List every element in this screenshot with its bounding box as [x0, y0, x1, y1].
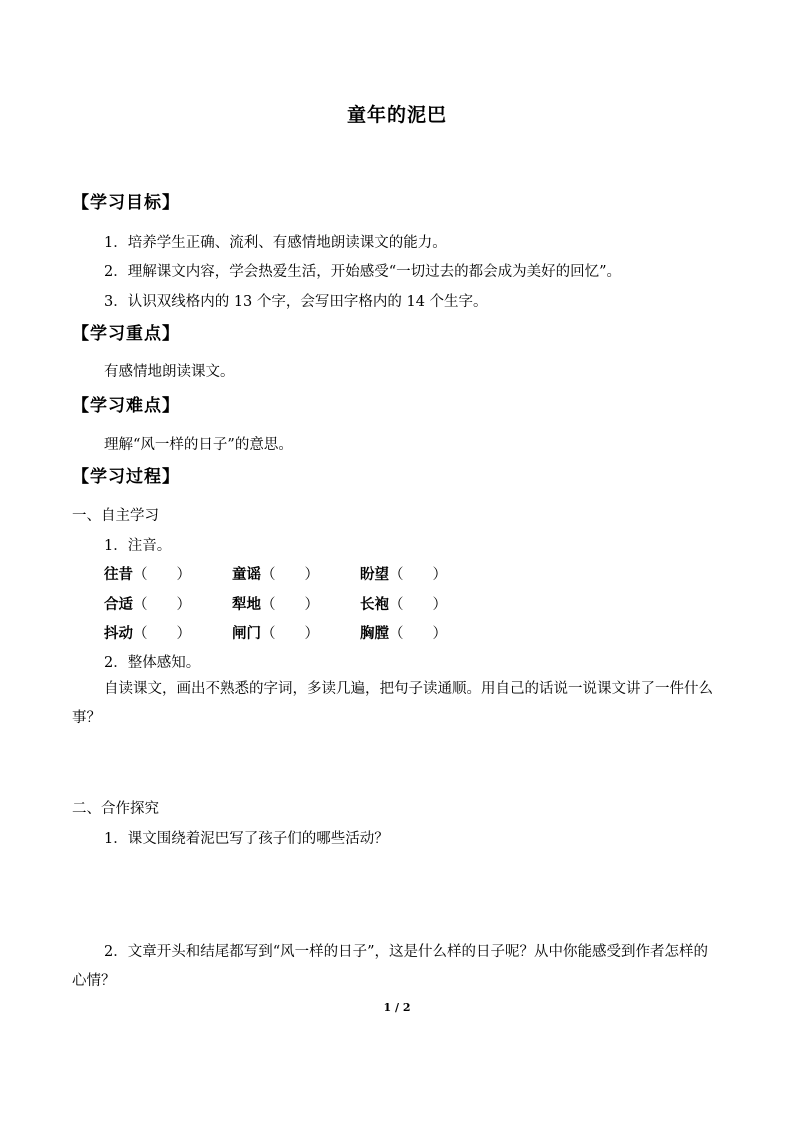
- pinyin-word: 童谣（ ）: [232, 566, 319, 583]
- part1-question-1: 1．注音。: [104, 538, 172, 554]
- pinyin-word: 合适（ ）: [104, 596, 191, 613]
- key-points-text: 有感情地朗读课文。: [104, 364, 235, 380]
- pinyin-word: 盼望（ ）: [360, 566, 447, 583]
- page-number: 1 / 2: [383, 1001, 411, 1014]
- goal-item-3: 3．认识双线格内的 13 个字，会写田字格内的 14 个生字。: [104, 294, 488, 310]
- goal-item-2: 2．理解课文内容，学会热爱生活，开始感受“一切过去的都会成为美好的回忆”。: [104, 264, 622, 280]
- part2-question-2: 2．文章开头和结尾都写到“风一样的日子”，这是什么样的日子呢？从中你能感受到作者怎样的心情？: [72, 944, 709, 989]
- section-heading-goals: 【学习目标】: [72, 193, 180, 213]
- part2-question-1: 1．课文围绕着泥巴写了孩子们的哪些活动？: [104, 831, 389, 847]
- pinyin-word: 往昔（ ）: [104, 566, 191, 583]
- difficulties-text: 理解“风一样的日子”的意思。: [104, 437, 293, 453]
- part1-question-2: 2．整体感知。: [104, 655, 201, 671]
- goal-item-1: 1．培养学生正确、流利、有感情地朗读课文的能力。: [104, 235, 447, 251]
- part1-heading: 一、自主学习: [72, 508, 159, 524]
- pinyin-word: 胸膛（ ）: [360, 625, 447, 642]
- part2-heading: 二、合作探究: [72, 801, 159, 817]
- part1-question-2-text: 自读课文，画出不熟悉的字词，多读几遍，把句子读通顺。用自己的话说一说课文讲了一件什么事？: [72, 681, 713, 726]
- section-heading-difficulties: 【学习难点】: [72, 396, 180, 416]
- section-heading-process: 【学习过程】: [72, 467, 180, 487]
- pinyin-word: 犁地（ ）: [232, 596, 319, 613]
- pinyin-word: 抖动（ ）: [104, 625, 191, 642]
- document-title: 童年的泥巴: [346, 104, 447, 126]
- pinyin-word: 闸门（ ）: [232, 625, 319, 642]
- pinyin-word: 长袍（ ）: [360, 596, 447, 613]
- section-heading-key-points: 【学习重点】: [72, 324, 180, 344]
